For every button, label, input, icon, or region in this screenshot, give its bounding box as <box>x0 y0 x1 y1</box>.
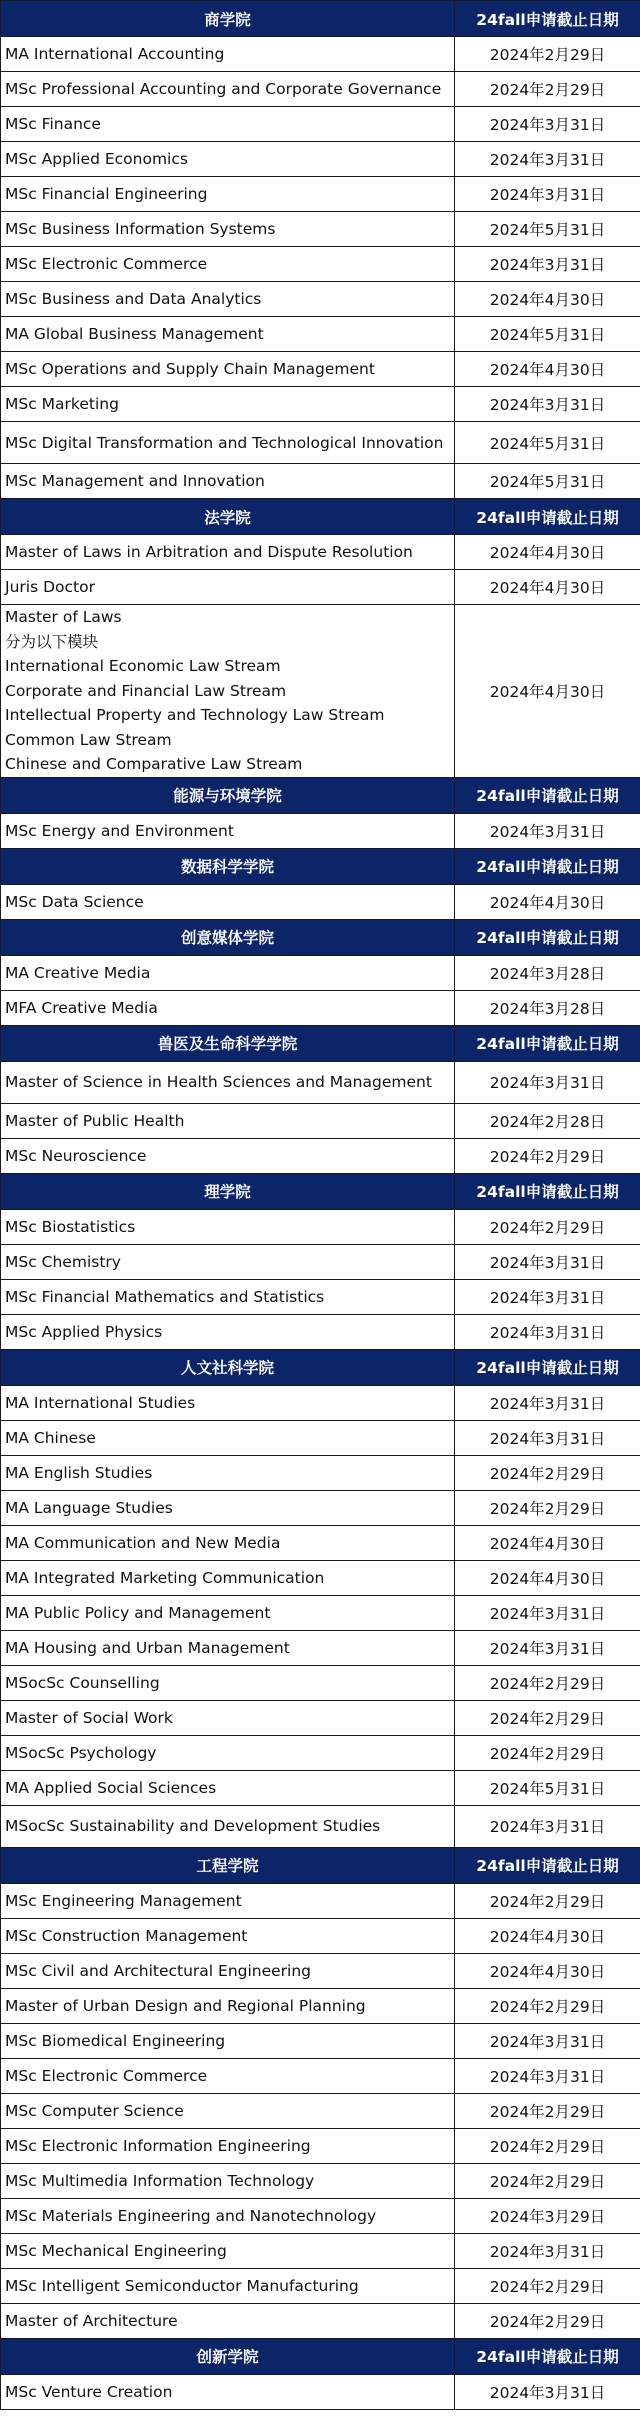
program-name-cell: MA Global Business Management <box>1 317 455 352</box>
table-row <box>1 535 640 570</box>
program-stream-line: Chinese and Comparative Law Stream <box>5 755 303 773</box>
program-name-cell: MSc Professional Accounting and Corporate Governance <box>1 72 455 107</box>
deadline-cell: 2024年5月31日 <box>455 422 640 464</box>
program-name-cell: MSc Mechanical Engineering <box>1 2233 455 2268</box>
table-row <box>1 1209 640 1244</box>
program-name-cell: MSc Multimedia Information Technology <box>1 2163 455 2198</box>
table-row <box>1 1805 640 1847</box>
section-title: 能源与环境学院 <box>1 777 455 813</box>
deadline-cell: 2024年2月28日 <box>455 1103 640 1138</box>
program-name-cell: MA English Studies <box>1 1455 455 1490</box>
section-header-row <box>1 777 640 813</box>
deadline-cell: 2024年5月31日 <box>455 464 640 499</box>
section-header-row <box>1 848 640 884</box>
program-name-cell: MA Integrated Marketing Communication <box>1 1560 455 1595</box>
deadline-cell: 2024年2月29日 <box>455 1700 640 1735</box>
program-name-cell: MSc Business and Data Analytics <box>1 282 455 317</box>
program-stream-line: 分为以下模块 <box>5 632 99 651</box>
table-row <box>1 1455 640 1490</box>
table-row <box>1 2303 640 2338</box>
program-name-cell: MSocSc Psychology <box>1 1735 455 1770</box>
program-name-cell: MSc Engineering Management <box>1 1883 455 1918</box>
deadline-cell: 2024年2月29日 <box>455 2163 640 2198</box>
section-title: 商学院 <box>1 1 455 37</box>
deadline-cell: 2024年2月29日 <box>455 1138 640 1173</box>
table-row <box>1 1560 640 1595</box>
deadline-cell: 2024年2月29日 <box>455 1455 640 1490</box>
table-row <box>1 72 640 107</box>
table-row <box>1 422 640 464</box>
deadline-cell: 2024年3月31日 <box>455 177 640 212</box>
deadline-column-header: 24fall申请截止日期 <box>455 1173 640 1209</box>
table-row <box>1 387 640 422</box>
section-header-row <box>1 1349 640 1385</box>
table-row <box>1 212 640 247</box>
program-name-cell: MSc Chemistry <box>1 1244 455 1279</box>
table-row <box>1 1385 640 1420</box>
deadline-column-header: 24fall申请截止日期 <box>455 1349 640 1385</box>
program-name-cell: MA Housing and Urban Management <box>1 1630 455 1665</box>
table-row <box>1 37 640 72</box>
deadline-column-header: 24fall申请截止日期 <box>455 919 640 955</box>
deadline-cell: 2024年2月29日 <box>455 2093 640 2128</box>
program-name-cell: MA Chinese <box>1 1420 455 1455</box>
program-stream-line: International Economic Law Stream <box>5 657 281 675</box>
deadline-column-header: 24fall申请截止日期 <box>455 499 640 535</box>
table-row <box>1 2198 640 2233</box>
deadline-cell: 2024年4月30日 <box>455 1953 640 1988</box>
program-name-cell: MSc Neuroscience <box>1 1138 455 1173</box>
program-name-cell: Master of Science in Health Sciences and Management <box>1 1061 455 1103</box>
table-row <box>1 813 640 848</box>
program-name-lines <box>5 605 450 777</box>
deadline-cell: 2024年3月31日 <box>455 1061 640 1103</box>
program-name-cell: MSc Computer Science <box>1 2093 455 2128</box>
table-row <box>1 1988 640 2023</box>
table-row <box>1 570 640 605</box>
deadline-column-header: 24fall申请截止日期 <box>455 1 640 37</box>
deadline-cell: 2024年4月30日 <box>455 1560 640 1595</box>
deadline-cell: 2024年4月30日 <box>455 352 640 387</box>
table-row <box>1 1525 640 1560</box>
program-name-cell: MSc Data Science <box>1 884 455 919</box>
section-title: 兽医及生命科学学院 <box>1 1025 455 1061</box>
table-row <box>1 955 640 990</box>
program-name-cell: MSc Construction Management <box>1 1918 455 1953</box>
table-row <box>1 1735 640 1770</box>
table-row <box>1 2163 640 2198</box>
deadline-cell: 2024年4月30日 <box>455 282 640 317</box>
section-header-row <box>1 499 640 535</box>
program-name-cell: MSc Financial Engineering <box>1 177 455 212</box>
deadline-cell: 2024年3月31日 <box>455 142 640 177</box>
deadline-cell: 2024年3月31日 <box>455 387 640 422</box>
table-body <box>1 1 640 2410</box>
deadline-cell: 2024年3月31日 <box>455 1314 640 1349</box>
deadline-column-header: 24fall申请截止日期 <box>455 2338 640 2374</box>
section-title: 创意媒体学院 <box>1 919 455 955</box>
table-row <box>1 1770 640 1805</box>
table-row <box>1 884 640 919</box>
program-name-cell: MA Language Studies <box>1 1490 455 1525</box>
table-row <box>1 2023 640 2058</box>
table-row <box>1 1595 640 1630</box>
program-name-cell: MSc Operations and Supply Chain Management <box>1 352 455 387</box>
deadline-column-header: 24fall申请截止日期 <box>455 1847 640 1883</box>
program-name-cell: Master of Urban Design and Regional Planning <box>1 1988 455 2023</box>
deadline-cell: 2024年4月30日 <box>455 1525 640 1560</box>
table-row <box>1 605 640 778</box>
deadline-cell: 2024年3月31日 <box>455 1595 640 1630</box>
table-row <box>1 1490 640 1525</box>
program-name-cell: MSc Intelligent Semiconductor Manufacturing <box>1 2268 455 2303</box>
table-row <box>1 1314 640 1349</box>
program-name-cell: Master of Laws in Arbitration and Dispute Resolution <box>1 535 455 570</box>
table-row <box>1 464 640 499</box>
table-row <box>1 107 640 142</box>
table-row <box>1 1883 640 1918</box>
deadline-cell: 2024年2月29日 <box>455 2303 640 2338</box>
table-row <box>1 1279 640 1314</box>
program-name-cell: MA Public Policy and Management <box>1 1595 455 1630</box>
deadline-cell: 2024年3月31日 <box>455 107 640 142</box>
deadline-cell: 2024年5月31日 <box>455 1770 640 1805</box>
deadline-cell: 2024年4月30日 <box>455 1918 640 1953</box>
deadline-cell: 2024年3月31日 <box>455 1244 640 1279</box>
table-row <box>1 1061 640 1103</box>
deadline-cell: 2024年3月31日 <box>455 2058 640 2093</box>
table-row <box>1 352 640 387</box>
program-name-cell: MSocSc Counselling <box>1 1665 455 1700</box>
program-name-cell: Juris Doctor <box>1 570 455 605</box>
section-title: 人文社科学院 <box>1 1349 455 1385</box>
table-row <box>1 2093 640 2128</box>
table-row <box>1 247 640 282</box>
program-name-cell: MSc Electronic Information Engineering <box>1 2128 455 2163</box>
program-name-cell: MA Communication and New Media <box>1 1525 455 1560</box>
deadline-cell: 2024年2月29日 <box>455 37 640 72</box>
table-row <box>1 990 640 1025</box>
section-header-row <box>1 1025 640 1061</box>
deadline-cell: 2024年3月31日 <box>455 2023 640 2058</box>
program-name-cell: MA International Accounting <box>1 37 455 72</box>
deadline-cell: 2024年3月31日 <box>455 813 640 848</box>
deadline-cell: 2024年2月29日 <box>455 1883 640 1918</box>
program-name-cell: MFA Creative Media <box>1 990 455 1025</box>
deadline-cell: 2024年2月29日 <box>455 1988 640 2023</box>
deadline-cell: 2024年3月29日 <box>455 2198 640 2233</box>
program-name-cell: MSc Biomedical Engineering <box>1 2023 455 2058</box>
section-title: 理学院 <box>1 1173 455 1209</box>
program-name-cell: Master of Public Health <box>1 1103 455 1138</box>
program-name-cell: MSocSc Sustainability and Development Studies <box>1 1805 455 1847</box>
table-row <box>1 2058 640 2093</box>
program-name-cell: MSc Materials Engineering and Nanotechnology <box>1 2198 455 2233</box>
deadline-cell: 2024年4月30日 <box>455 884 640 919</box>
section-header-row <box>1 1847 640 1883</box>
section-header-row <box>1 919 640 955</box>
deadline-cell: 2024年2月29日 <box>455 1665 640 1700</box>
table-row <box>1 142 640 177</box>
deadline-cell: 2024年2月29日 <box>455 1490 640 1525</box>
deadline-cell: 2024年3月28日 <box>455 990 640 1025</box>
table-row <box>1 1138 640 1173</box>
table-row <box>1 317 640 352</box>
program-name-cell <box>1 605 455 778</box>
section-title: 数据科学学院 <box>1 848 455 884</box>
table-row <box>1 1665 640 1700</box>
table-row <box>1 2268 640 2303</box>
deadline-column-header: 24fall申请截止日期 <box>455 1025 640 1061</box>
program-name-cell: MSc Electronic Commerce <box>1 247 455 282</box>
table-row <box>1 2128 640 2163</box>
deadline-cell: 2024年4月30日 <box>455 605 640 778</box>
table-row <box>1 2374 640 2409</box>
deadline-cell: 2024年2月29日 <box>455 2128 640 2163</box>
program-name-cell: MA Applied Social Sciences <box>1 1770 455 1805</box>
deadline-cell: 2024年2月29日 <box>455 1209 640 1244</box>
table-row <box>1 1420 640 1455</box>
table-row <box>1 282 640 317</box>
program-name-cell: MSc Civil and Architectural Engineering <box>1 1953 455 1988</box>
section-title: 工程学院 <box>1 1847 455 1883</box>
table-row <box>1 2233 640 2268</box>
deadline-cell: 2024年2月29日 <box>455 72 640 107</box>
deadline-cell: 2024年3月31日 <box>455 1385 640 1420</box>
deadline-column-header: 24fall申请截止日期 <box>455 848 640 884</box>
table-row <box>1 1244 640 1279</box>
section-header-row <box>1 1173 640 1209</box>
table-row <box>1 1103 640 1138</box>
program-name-cell: MSc Finance <box>1 107 455 142</box>
program-stream-line: Intellectual Property and Technology Law Stream <box>5 706 385 724</box>
program-name-cell: MSc Energy and Environment <box>1 813 455 848</box>
deadline-cell: 2024年4月30日 <box>455 535 640 570</box>
deadline-cell: 2024年5月31日 <box>455 317 640 352</box>
deadline-cell: 2024年3月31日 <box>455 2374 640 2409</box>
program-name-cell: MSc Business Information Systems <box>1 212 455 247</box>
program-name-cell: MSc Applied Economics <box>1 142 455 177</box>
table-row <box>1 177 640 212</box>
program-name-cell: MSc Venture Creation <box>1 2374 455 2409</box>
deadline-cell: 2024年3月31日 <box>455 1279 640 1314</box>
section-header-row <box>1 2338 640 2374</box>
table-row <box>1 1953 640 1988</box>
program-name-cell: MA Creative Media <box>1 955 455 990</box>
program-name-cell: MSc Financial Mathematics and Statistics <box>1 1279 455 1314</box>
deadline-cell: 2024年2月29日 <box>455 2268 640 2303</box>
program-name-cell: MSc Electronic Commerce <box>1 2058 455 2093</box>
program-name-cell: MSc Digital Transformation and Technological Innovation <box>1 422 455 464</box>
program-stream-line: Corporate and Financial Law Stream <box>5 681 287 700</box>
program-name-cell: MSc Management and Innovation <box>1 464 455 499</box>
section-title: 法学院 <box>1 499 455 535</box>
deadline-cell: 2024年3月31日 <box>455 1805 640 1847</box>
program-name-cell: MSc Marketing <box>1 387 455 422</box>
program-name-cell: Master of Social Work <box>1 1700 455 1735</box>
program-name: Master of Laws <box>5 608 122 626</box>
deadline-cell: 2024年3月31日 <box>455 2233 640 2268</box>
program-name-cell: Master of Architecture <box>1 2303 455 2338</box>
section-header-row <box>1 1 640 37</box>
program-name-cell: MSc Biostatistics <box>1 1209 455 1244</box>
deadline-cell: 2024年4月30日 <box>455 570 640 605</box>
deadline-cell: 2024年3月31日 <box>455 1630 640 1665</box>
program-name-cell: MA International Studies <box>1 1385 455 1420</box>
deadline-cell: 2024年2月29日 <box>455 1735 640 1770</box>
table-row <box>1 1700 640 1735</box>
program-name-cell: MSc Applied Physics <box>1 1314 455 1349</box>
deadline-cell: 2024年3月28日 <box>455 955 640 990</box>
deadline-column-header: 24fall申请截止日期 <box>455 777 640 813</box>
deadline-cell: 2024年5月31日 <box>455 212 640 247</box>
section-title: 创新学院 <box>1 2338 455 2374</box>
table-row <box>1 1630 640 1665</box>
table-row <box>1 1918 640 1953</box>
program-stream-line: Common Law Stream <box>5 730 172 749</box>
deadline-cell: 2024年3月31日 <box>455 247 640 282</box>
deadline-cell: 2024年3月31日 <box>455 1420 640 1455</box>
